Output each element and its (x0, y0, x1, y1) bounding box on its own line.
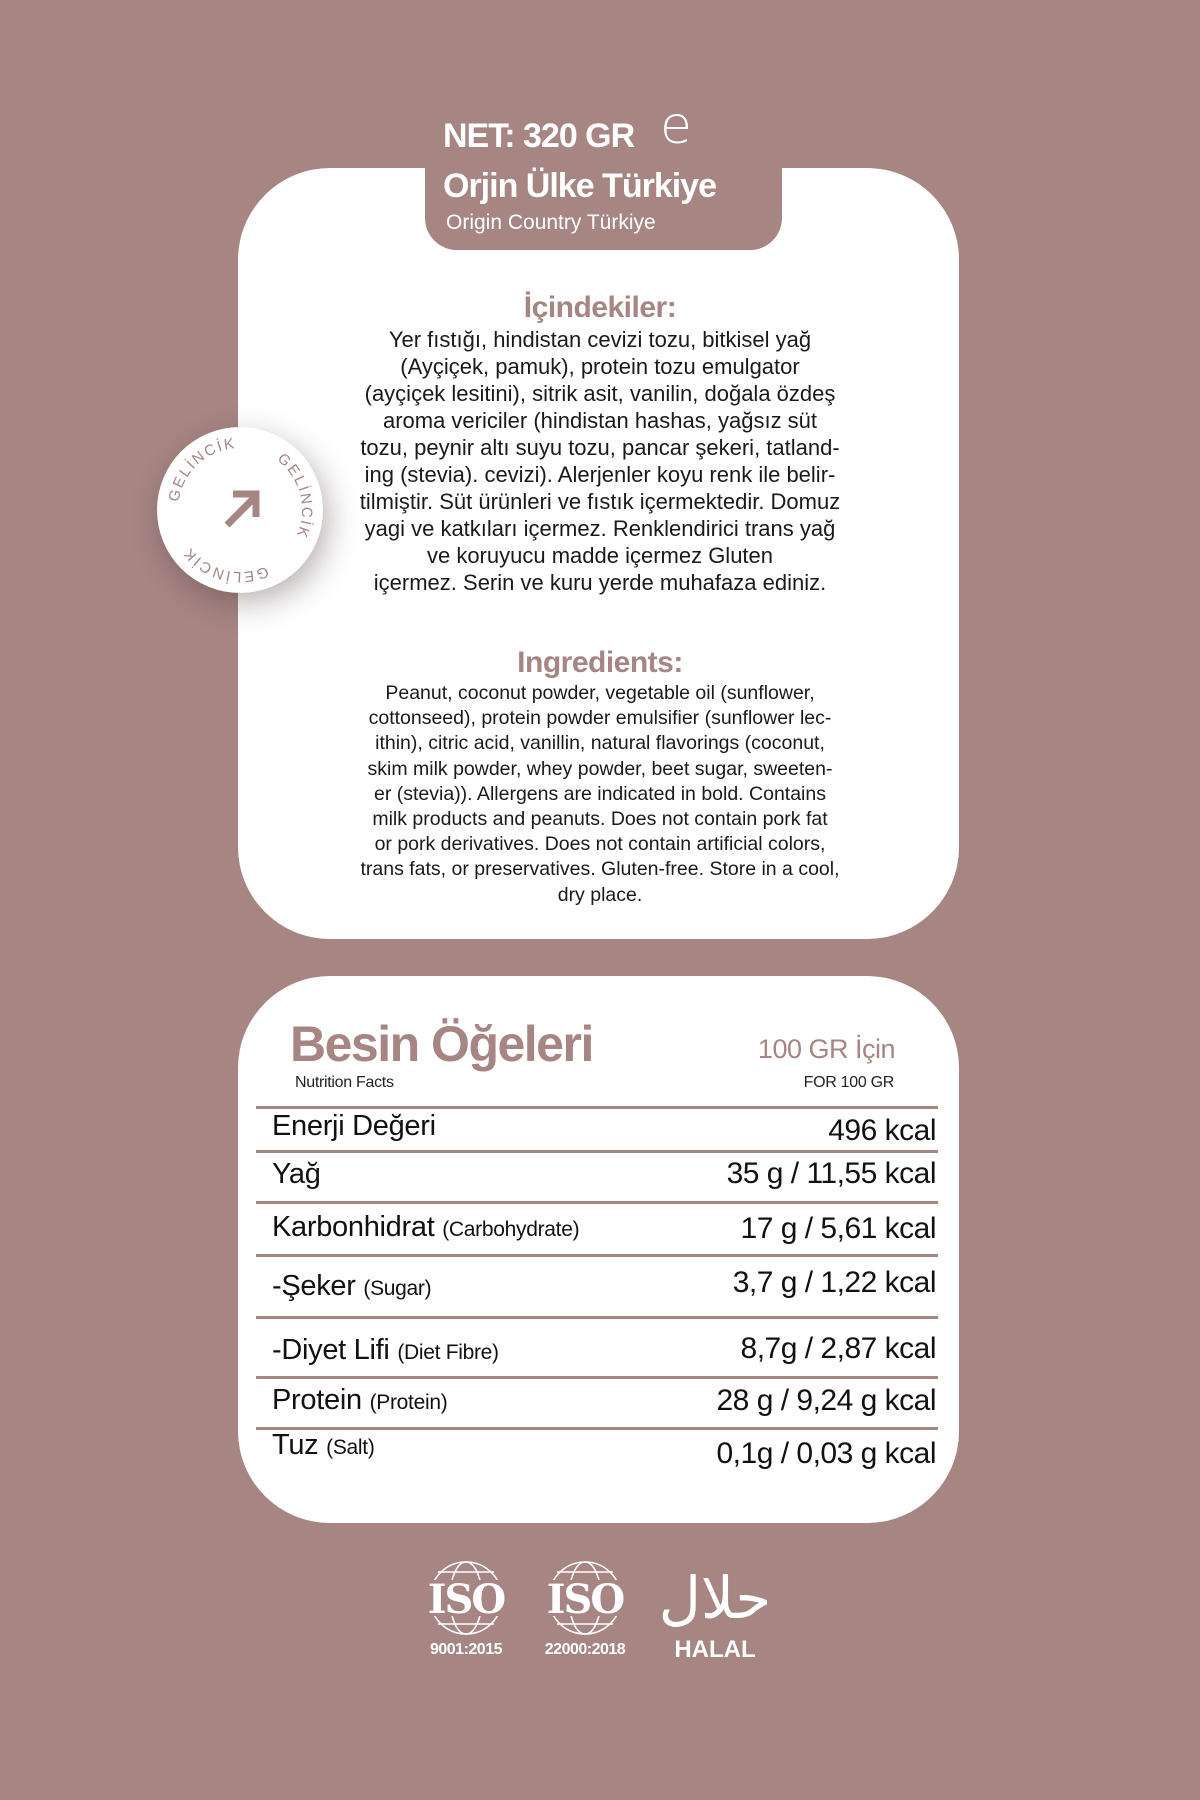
ingredients-line: aroma vericiler (hindistan hashas, yağsız süt (382, 408, 818, 433)
nutrition-row-label (272, 1384, 447, 1417)
ingredients-line: ithin), citric acid, vanillin, natural flavorings (coconut, (375, 732, 825, 755)
nutrition-row-value: 0,1g / 0,03 g kcal (716, 1437, 936, 1470)
serving-title: 100 GR İçin (757, 1034, 895, 1064)
cert-iso-9001 (418, 1560, 514, 1659)
ingredients-line: trans fats, or preservatives. Gluten-free. Store in a cool, (360, 858, 840, 881)
ingredients-line: içermez. Serin ve kuru yerde muhafaza ediniz. (373, 570, 827, 595)
label-tr: Enerji Değeri (272, 1110, 436, 1142)
table-divider (256, 1316, 938, 1319)
nutrition-row-value: 8,7g / 2,87 kcal (740, 1332, 936, 1365)
nutrition-row-label (272, 1211, 579, 1244)
table-divider (256, 1150, 938, 1153)
ingredients-line: ve koruyucu madde içermez Gluten (426, 543, 774, 568)
label-tr: Protein (272, 1384, 362, 1416)
nutrition-title: Besin Öğeleri (290, 1016, 593, 1072)
brand-badge (157, 427, 323, 593)
ingredients-line: dry place. (557, 883, 643, 906)
iso-globe-icon (537, 1560, 633, 1636)
label-en: (Diet Fibre) (397, 1341, 499, 1364)
nutrition-row-value: 35 g / 11,55 kcal (726, 1157, 936, 1190)
label-tr: -Şeker (272, 1270, 356, 1302)
table-divider (256, 1201, 938, 1204)
ingredients-title-tr: İçindekiler: (523, 291, 677, 324)
nutrition-subtitle: Nutrition Facts (295, 1074, 394, 1091)
svg-text:GELİNCİK: GELİNCİK (273, 449, 316, 542)
ingredients-title-en: Ingredients: (517, 646, 683, 679)
ingredients-line: cottonseed), protein powder emulsifier (sunflower lec- (368, 707, 832, 730)
nutrition-row-value: 3,7 g / 1,22 kcal (732, 1266, 936, 1299)
halal-icon: حلال (658, 1564, 772, 1632)
nutrition-row-label (272, 1110, 436, 1143)
ingredients-line: yagi ve katkıları içermez. Renklendirici trans yağ (364, 516, 836, 541)
ingredients-line: tilmiştir. Süt ürünleri ve fıstık içermektedir. Domuz (359, 489, 841, 514)
label-tr: -Diyet Lifi (272, 1334, 390, 1366)
iso-label: ISO (546, 1576, 624, 1623)
nutrition-row-label (272, 1270, 431, 1303)
ingredients-line: or pork derivatives. Does not contain artificial colors, (374, 833, 826, 856)
svg-text:GELİNCİK: GELİNCİK (165, 434, 238, 504)
ingredients-line: milk products and peanuts. Does not contain pork fat (372, 808, 828, 831)
nutrition-row-value: 17 g / 5,61 kcal (740, 1212, 936, 1245)
svg-text:GELİNCİK: GELİNCİK (179, 543, 271, 586)
nutrition-row-label (272, 1334, 499, 1367)
ingredients-line: Peanut, coconut powder, vegetable oil (sunflower, (385, 682, 815, 704)
label-en: (Carbohydrate) (442, 1218, 580, 1241)
table-divider (256, 1254, 938, 1257)
brand-logo-icon: e (660, 96, 692, 156)
ingredients-text-tr (322, 326, 878, 596)
label-tr: Karbonhidrat (272, 1211, 435, 1243)
ingredients-line: Yer fıstığı, hindistan cevizi tozu, bitkisel yağ (388, 327, 812, 352)
origin-country-en: Origin Country Türkiye (446, 211, 656, 234)
nutrition-row-value: 28 g / 9,24 g kcal (716, 1384, 936, 1417)
label-en: (Salt) (326, 1436, 375, 1459)
origin-country-tr: Orjin Ülke Türkiye (443, 167, 716, 205)
ingredients-line: (Ayçiçek, pamuk), protein tozu emulgator (400, 354, 800, 379)
ingredients-text-en (322, 681, 878, 908)
cert-halal (650, 1560, 780, 1664)
iso-globe-icon (418, 1560, 514, 1636)
cert-iso-22000 (537, 1560, 633, 1659)
serving-subtitle: FOR 100 GR (803, 1074, 894, 1091)
label-en: (Sugar) (363, 1277, 432, 1300)
label-tr: Yağ (272, 1158, 321, 1190)
cert-code: 22000:2018 (544, 1641, 626, 1658)
ingredients-line: tozu, peynir altı suyu tozu, pancar şekeri, tatland- (360, 435, 840, 460)
cert-code: HALAL (674, 1636, 756, 1663)
table-divider (256, 1376, 938, 1379)
nutrition-row-label (272, 1158, 321, 1191)
nutrition-row-label (272, 1429, 375, 1462)
iso-label: ISO (427, 1576, 505, 1623)
cert-code: 9001:2015 (429, 1641, 502, 1658)
ingredients-line: skim milk powder, whey powder, beet sugar, sweeten- (367, 757, 833, 780)
ingredients-line: ing (stevia). cevizi). Alerjenler koyu renk ile belir- (364, 462, 836, 487)
table-divider (256, 1106, 938, 1109)
net-weight: NET: 320 GR (443, 117, 635, 155)
label-tr: Tuz (272, 1429, 319, 1461)
ingredients-line: (ayçiçek lesitini), sitrik asit, vanilin, doğala özdeş (364, 381, 836, 406)
nutrition-row-value: 496 kcal (828, 1114, 936, 1147)
label-en: (Protein) (369, 1391, 448, 1414)
ingredients-line: er (stevia)). Allergens are indicated in bold. Contains (374, 782, 826, 805)
badge-ring-icon (157, 427, 323, 593)
arrow-up-right-icon (227, 494, 256, 525)
